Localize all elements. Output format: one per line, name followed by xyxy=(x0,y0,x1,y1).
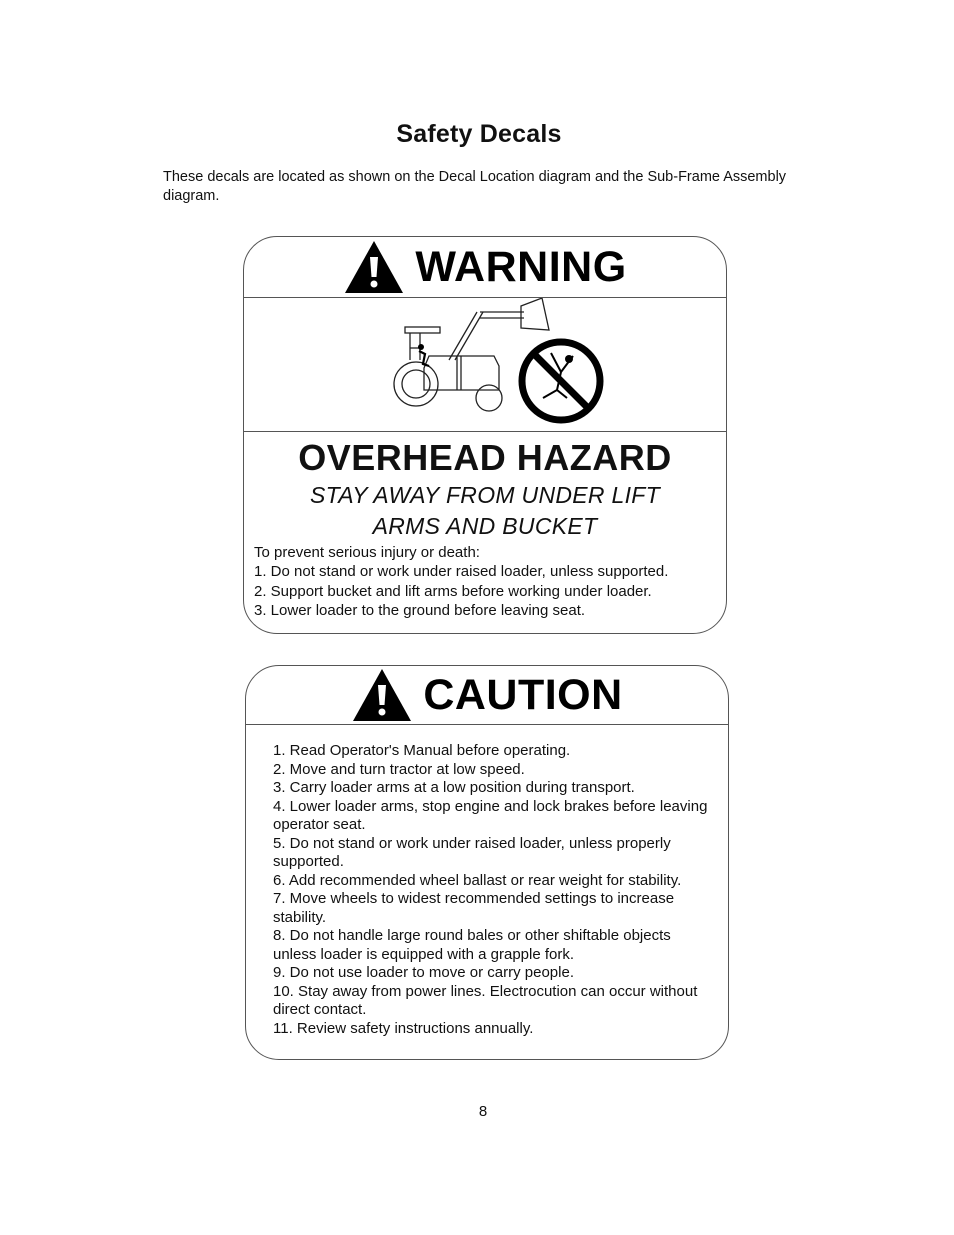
warning-decal xyxy=(243,236,727,634)
hazard-title: OVERHEAD HAZARD xyxy=(298,437,672,478)
caution-item: 3. Carry loader arms at a low position during transport. xyxy=(273,779,635,796)
hazard-subtitle-line-2: ARMS AND BUCKET xyxy=(372,513,598,539)
tractor-loader-no-person-under-bucket-icon xyxy=(379,298,609,428)
warning-instruction-intro: To prevent serious injury or death: xyxy=(254,544,480,561)
caution-item: 7. Move wheels to widest recommended settings to increase stability. xyxy=(273,890,675,926)
intro-text: These decals are located as shown on the Decal Location diagram and the Sub-Frame Assembly diagram. xyxy=(163,169,787,204)
warning-signal-word: WARNING xyxy=(415,242,627,291)
alert-triangle-icon xyxy=(351,667,413,723)
warning-instruction-item: 3. Lower loader to the ground before leaving seat. xyxy=(254,602,586,620)
caution-item: 5. Do not stand or work under raised loader, unless properly supported. xyxy=(273,834,671,870)
page-title: Safety Decals xyxy=(396,120,562,148)
caution-item: 6. Add recommended wheel ballast or rear weight for stability. xyxy=(273,871,682,889)
caution-item: 10. Stay away from power lines. Electrocution can occur without direct contact. xyxy=(273,982,698,1018)
caution-signal-word: CAUTION xyxy=(423,670,623,719)
caution-header xyxy=(246,666,728,725)
caution-list xyxy=(273,742,708,1038)
caution-item: 8. Do not handle large round bales or other shiftable objects unless loader is equipped with a grapple fork. xyxy=(273,927,671,963)
caution-item: 9. Do not use loader to move or carry people. xyxy=(273,964,574,981)
page-number: 8 xyxy=(478,1103,488,1120)
caution-item: 2. Move and turn tractor at low speed. xyxy=(273,760,525,778)
warning-instructions xyxy=(254,543,716,621)
caution-decal xyxy=(245,665,729,1060)
caution-item: 4. Lower loader arms, stop engine and lock brakes before leaving operator seat. xyxy=(273,797,708,833)
hazard-subtitle-line-1: STAY AWAY FROM UNDER LIFT xyxy=(310,482,660,508)
caution-item: 11. Review safety instructions annually. xyxy=(273,1019,534,1037)
caution-item: 1. Read Operator's Manual before operating. xyxy=(273,742,571,759)
alert-triangle-icon xyxy=(343,239,405,295)
warning-instruction-item: 1. Do not stand or work under raised loader, unless supported. xyxy=(254,563,669,581)
warning-instruction-item: 2. Support bucket and lift arms before working under loader. xyxy=(254,582,652,600)
warning-header xyxy=(244,237,726,298)
pictogram-panel xyxy=(244,298,726,432)
